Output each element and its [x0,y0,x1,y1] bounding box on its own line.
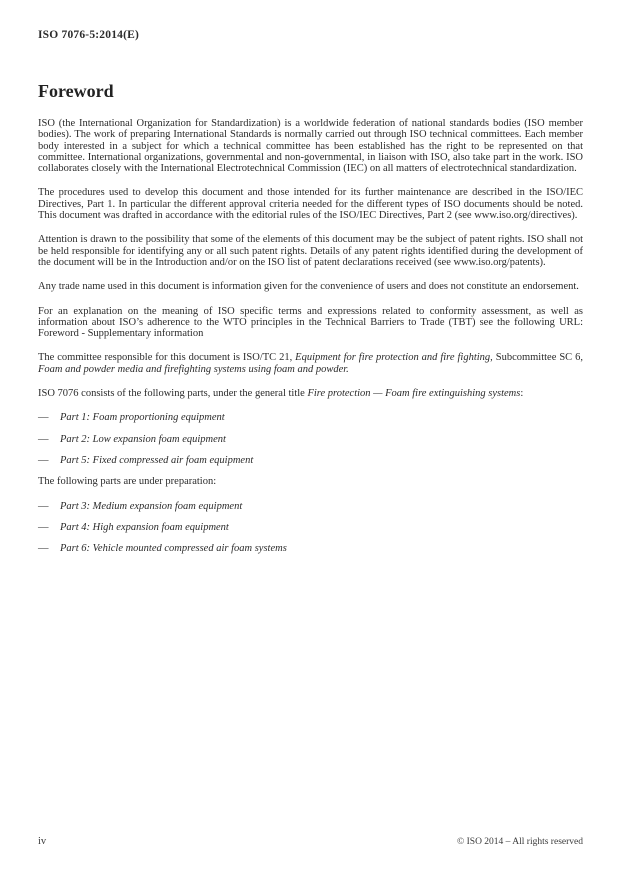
foreword-body [38,118,583,554]
paragraph-patent-rights: Attention is drawn to the possibility that some of the elements of this document may be the subject of patent rights. ISO shall not be held responsible for identifying any or all such patent rights. Details of any patent rights identified during the development of the document will be in the Introduction and/or on the ISO list of patent declarations received (see www.iso.org/patents). [38,234,583,268]
page-footer [38,836,583,847]
page-content [38,0,583,564]
paragraph-trade-name: Any trade name used in this document is information given for the convenience of users and does not constitute an endorsement. [38,281,579,293]
committee-name: Equipment for fire protection and fire fighting, [295,352,493,364]
part-1-label: Part 1: Foam proportioning equipment [60,412,225,424]
published-parts-list [38,412,583,466]
list-dash: — [38,500,49,512]
list-dash: — [38,454,49,466]
part-3-label: Part 3: Medium expansion foam equipment [60,500,243,512]
copyright-notice: © ISO 2014 – All rights reserved [457,837,583,847]
list-dash: — [38,521,49,533]
list-dash: — [38,433,49,445]
document-number: ISO 7076-5:2014(E) [38,29,140,41]
paragraph-iso-federation: ISO (the International Organization for Standardization) is a worldwide federation of national standards bodies (ISO member bodies). The work of preparing International Standards is normally carried out through ISO technical committees. Each member body interested in a subject for which a technical committee has been established has the right to be represented on that committee. International organizations, governmental and non-governmental, in liaison with ISO, also take part in the work. ISO collaborates closely with the International Electrotechnical Commission (IEC) on all matters of electrotechnical standardization. [38,118,583,175]
paragraph-committee [38,352,583,375]
parts-intro-suffix: : [520,388,524,400]
page-number: iv [38,836,47,847]
parts-intro-text: ISO 7076 consists of the following parts, under the general title [38,388,308,400]
series-general-title: Fire protection — Foam fire extinguishing systems [307,388,521,400]
preparation-parts-list [38,501,583,555]
page-title: Foreword [38,81,114,101]
committee-intro: The committee responsible for this document is ISO/TC 21, [38,352,296,364]
paragraph-preparation-intro: The following parts are under preparation: [38,476,217,488]
list-item [38,501,583,512]
list-item [38,455,583,466]
part-6-label: Part 6: Vehicle mounted compressed air foam systems [60,543,287,555]
list-item [38,543,583,554]
paragraph-procedures: The procedures used to develop this document and those intended for its further maintenance are described in the ISO/IEC Directives, Part 1. In particular the different approval criteria needed for the different types of ISO documents should be noted. This document was drafted in accordance with the editorial rules of the ISO/IEC Directives, Part 2 (see www.iso.org/directives). [38,187,583,222]
part-2-label: Part 2: Low expansion foam equipment [60,433,226,445]
part-5-label: Part 5: Fixed compressed air foam equipment [60,454,254,466]
list-dash: — [38,543,49,555]
subcommittee-intro: Subcommittee SC 6, [492,352,583,364]
list-item [38,522,583,533]
paragraph-wto-tbt: For an explanation on the meaning of ISO specific terms and expressions related to conformity assessment, as well as information about ISO’s adherence to the WTO principles in the Technical Barriers to Trade (TBT) see the following URL: Foreword - Supplementary information [38,305,583,340]
paragraph-parts-intro [38,388,583,399]
subcommittee-name: Foam and powder media and firefighting systems using foam and powder. [38,363,349,375]
list-item [38,434,583,445]
list-item [38,412,583,423]
list-dash: — [38,412,49,424]
part-4-label: Part 4: High expansion foam equipment [60,521,229,533]
